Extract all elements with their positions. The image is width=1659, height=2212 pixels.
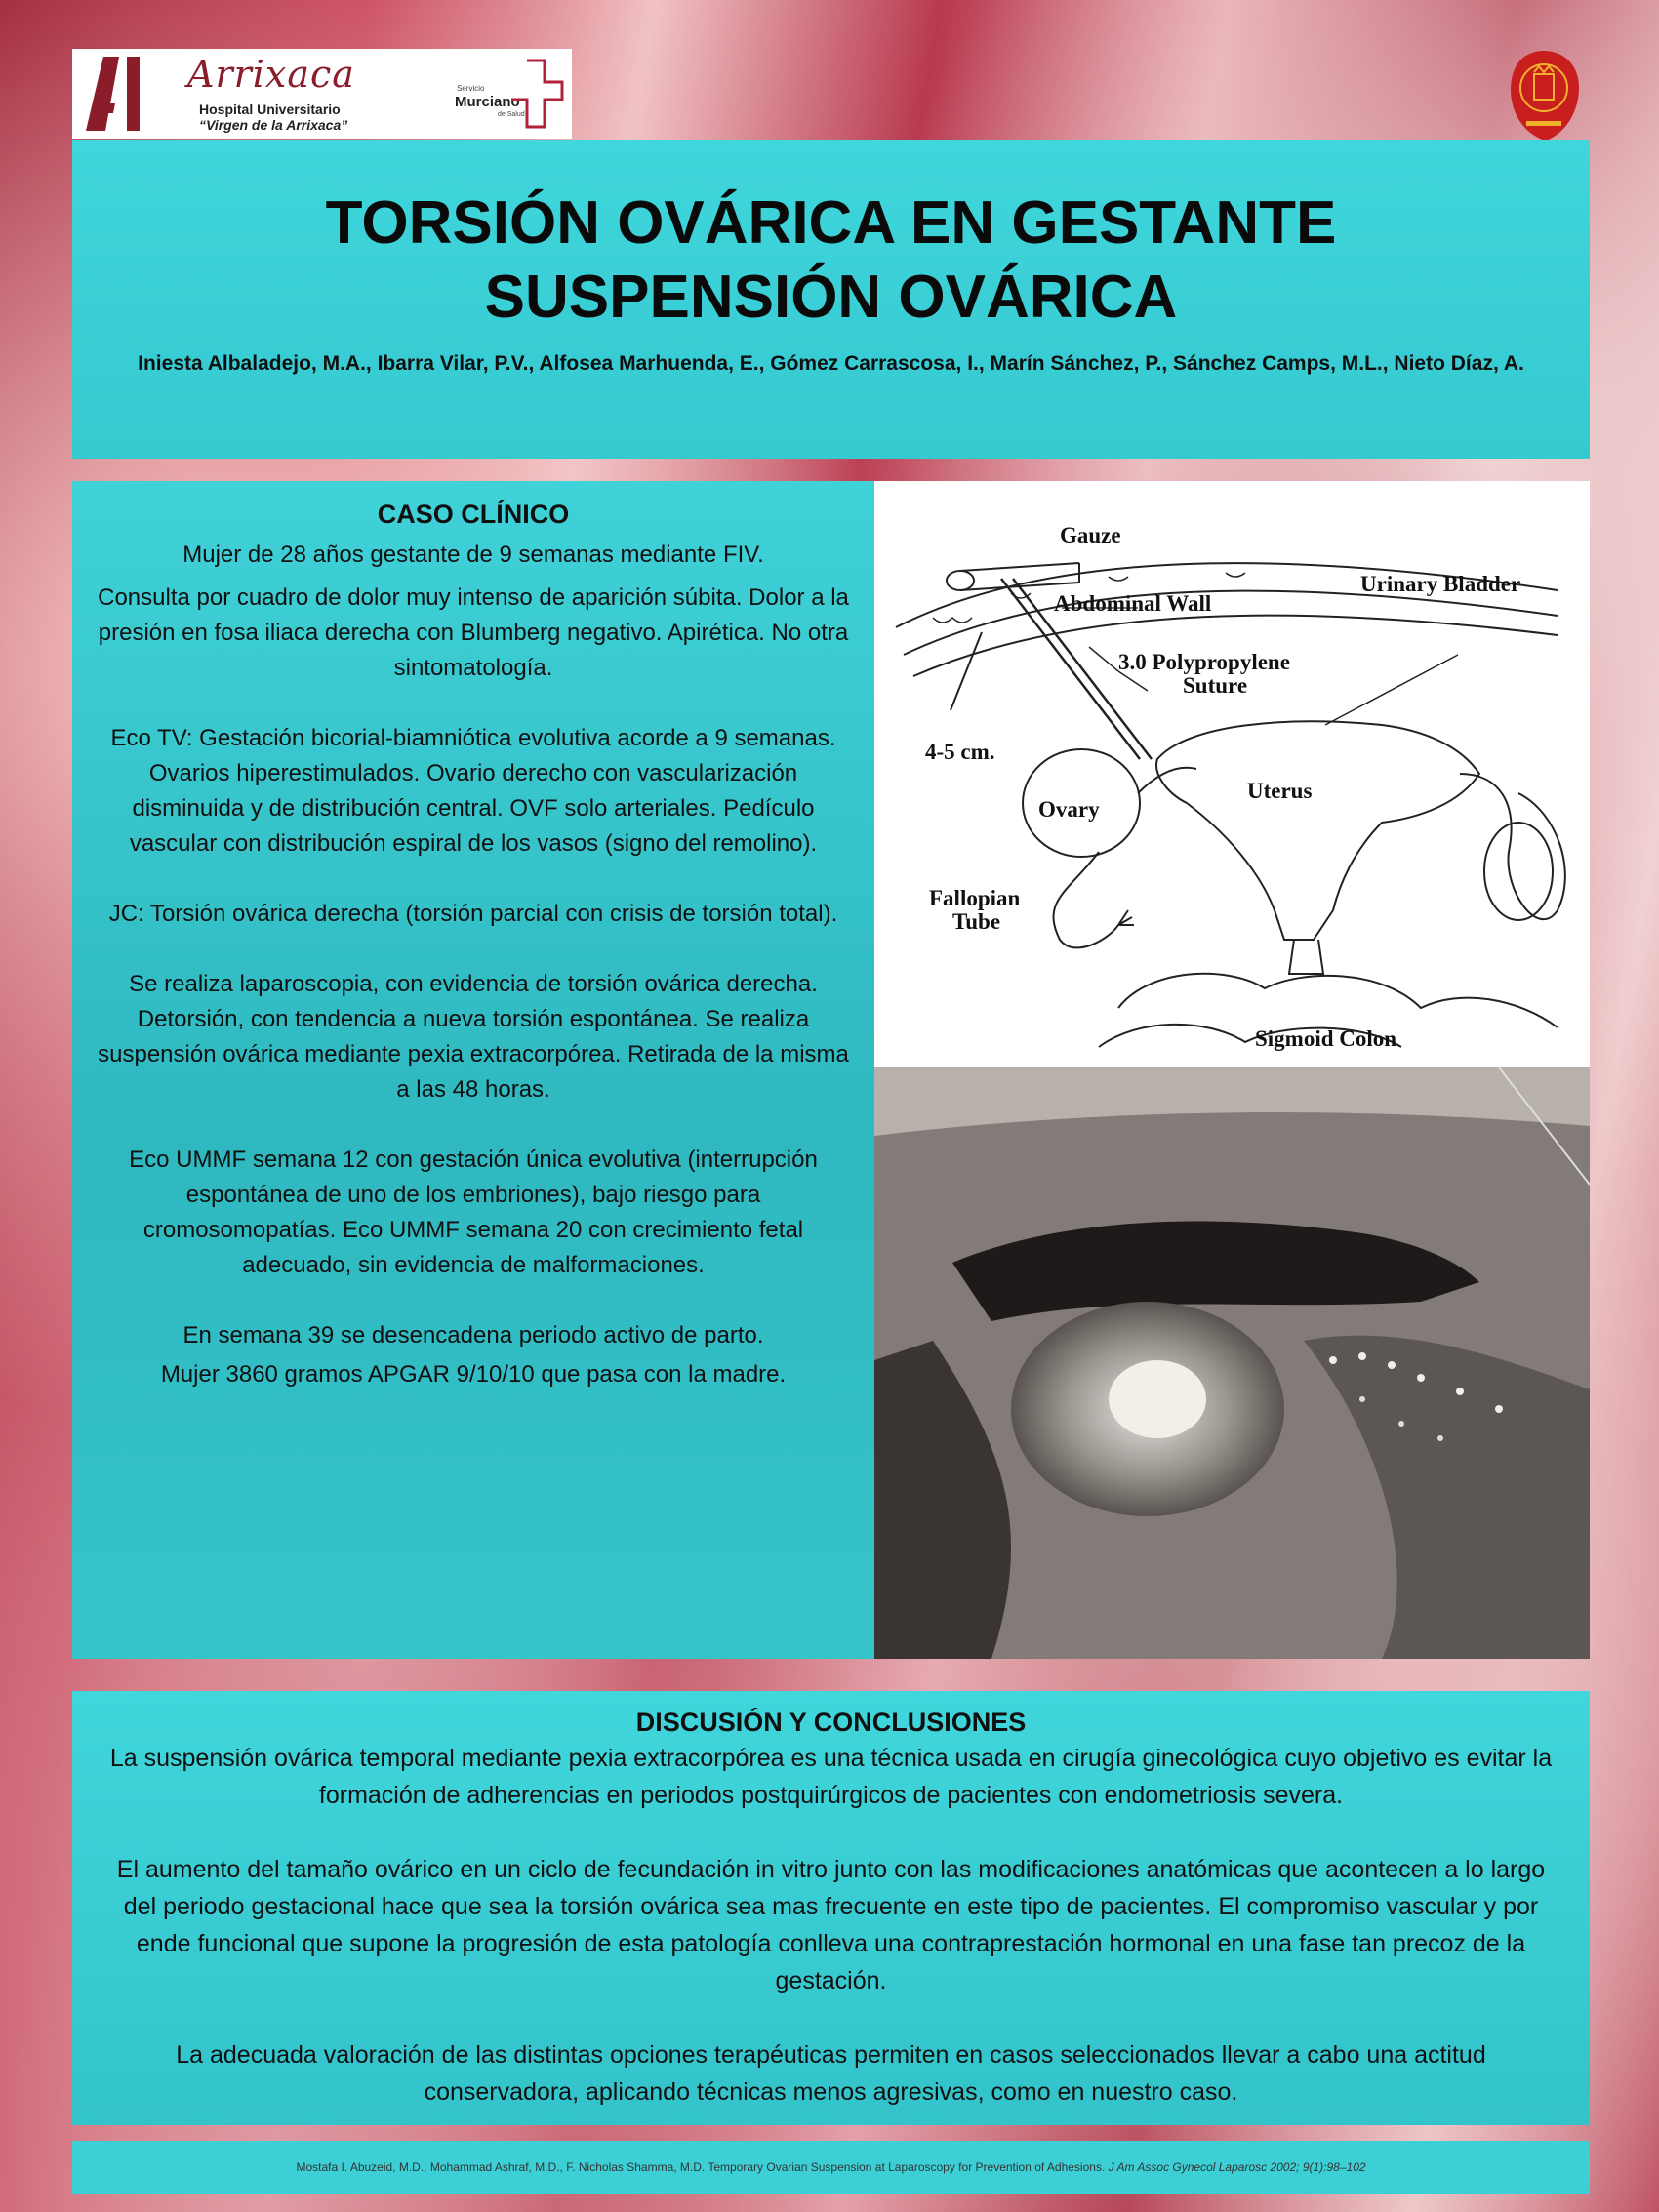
reference-journal: J Am Assoc Gynecol Laparosc 2002; 9(1):98–102 xyxy=(1105,2160,1366,2174)
case-paragraph-8: Mujer 3860 gramos APGAR 9/10/10 que pasa con la madre. xyxy=(160,1361,787,1388)
discussion-panel xyxy=(72,1691,1590,2125)
case-paragraph-2: Consulta por cuadro de dolor muy intenso de aparición súbita. Dolor a la presión en fosa iliaca derecha con Blumberg negativo. Apirética. No otra sintomatología. xyxy=(98,584,849,681)
case-heading: CASO CLÍNICO xyxy=(377,500,570,529)
label-fallopian-line1: Fallopian xyxy=(929,886,1021,910)
case-paragraph-3: Eco TV: Gestación bicorial-biamniótica evolutiva acorde a 9 semanas. Ovarios hiperestimulados. Ovario derecho con vascularización disminuida y de distribución central. OVF solo arteriales. Pedículo vascular con distribución espiral de los vasos (signo del remolino). xyxy=(110,725,836,857)
poster-title-line1: TORSIÓN OVÁRICA EN GESTANTE xyxy=(325,189,1337,257)
label-ovary: Ovary xyxy=(1038,797,1100,822)
label-suture-line2: Suture xyxy=(1183,673,1248,698)
discussion-paragraph-3: La adecuada valoración de las distintas opciones terapéuticas permiten en casos seleccionados llevar a cabo una actitud conservadora, aplicando técnicas menos agresivas, como en nuestro caso. xyxy=(176,2041,1486,2106)
label-gauze: Gauze xyxy=(1060,523,1121,547)
sms-logo-tiny: de Salud xyxy=(498,111,525,118)
case-paragraph-5: Se realiza laparoscopia, con evidencia de torsión ovárica derecha. Detorsión, con tendencia a nueva torsión espontánea. Se realiza suspensión ovárica mediante pexia extracorpórea. Retirada de la misma a las 48 horas. xyxy=(98,971,849,1103)
hospital-logo-script: Arrixaca xyxy=(187,53,355,96)
case-paragraph-4: JC: Torsión ovárica derecha (torsión parcial con crisis de torsión total). xyxy=(108,901,838,927)
diagram-drawing xyxy=(874,481,1590,1067)
label-fallopian-line2: Tube xyxy=(952,909,1001,934)
title-banner xyxy=(72,140,1590,459)
authors: Iniesta Albaladejo, M.A., Ibarra Vilar, P.V., Alfosea Marhuenda, E., Gómez Carrascosa, I., Marín Sánchez, P., Sánchez Camps, M.L., Nieto Díaz, A. xyxy=(138,352,1524,375)
discussion-heading: DISCUSIÓN Y CONCLUSIONES xyxy=(635,1708,1027,1737)
discussion-paragraph-1: La suspensión ovárica temporal mediante pexia extracorpórea es una técnica usada en cirugía ginecológica cuyo objetivo es evitar la formación de adherencias en periodos postquirúrgicos de pacientes con endometriosis severa. xyxy=(109,1745,1553,1809)
sms-cross-logo-icon xyxy=(507,57,566,131)
label-uterus: Uterus xyxy=(1247,779,1313,803)
hospital-name-line1: Hospital Universitario xyxy=(199,101,341,117)
case-paragraph-6: Eco UMMF semana 12 con gestación única evolutiva (interrupción espontánea de uno de los embriones), bajo riesgo para cromosomopatías. Eco UMMF semana 20 con crecimiento fetal adecuado, sin evidencia de malformaciones. xyxy=(129,1146,818,1278)
reference-text: Mostafa I. Abuzeid, M.D., Mohammad Ashraf, M.D., F. Nicholas Shamma, M.D. Temporary Ovarian Suspension at Laparoscopy for Prevention of Adhesions. xyxy=(296,2160,1106,2174)
sms-logo-small: Servicio xyxy=(457,84,485,93)
case-paragraph-7: En semana 39 se desencadena periodo activo de parto. xyxy=(182,1322,764,1348)
label-urinary-bladder: Urinary Bladder xyxy=(1360,572,1521,596)
university-seal-icon xyxy=(1507,49,1581,142)
sms-logo-name: Murciano xyxy=(455,94,520,110)
hospital-logo xyxy=(72,49,572,139)
case-clinical-panel xyxy=(72,481,874,1659)
label-sigmoid-colon: Sigmoid Colon xyxy=(1255,1026,1397,1051)
label-suture-line1: 3.0 Polypropylene xyxy=(1118,650,1290,674)
label-distance: 4-5 cm. xyxy=(925,740,995,764)
arrixaca-a-logo-icon xyxy=(86,57,142,131)
ultrasound-image xyxy=(874,1067,1590,1659)
ultrasound-picture xyxy=(874,1067,1590,1659)
reference-band xyxy=(72,2141,1590,2194)
label-abdominal-wall: Abdominal Wall xyxy=(1054,591,1212,616)
discussion-paragraph-2: El aumento del tamaño ovárico en un ciclo de fecundación in vitro junto con las modificaciones anatómicas que acontecen a lo largo del periodo gestacional hace que sea la torsión ovárica sea mas frecuente en este tipo de pacientes. El compromiso vascular y por ende funcional que supone la progresión de esta patología conlleva una contraprestación hormonal en una fase tan precoz de la gestación. xyxy=(116,1856,1546,1994)
ovarian-suspension-diagram xyxy=(874,481,1590,1067)
hospital-name-line2: “Virgen de la Arrixaca” xyxy=(199,117,348,133)
poster-title-line2: SUSPENSIÓN OVÁRICA xyxy=(484,263,1178,331)
case-paragraph-1: Mujer de 28 años gestante de 9 semanas mediante FIV. xyxy=(182,542,764,568)
